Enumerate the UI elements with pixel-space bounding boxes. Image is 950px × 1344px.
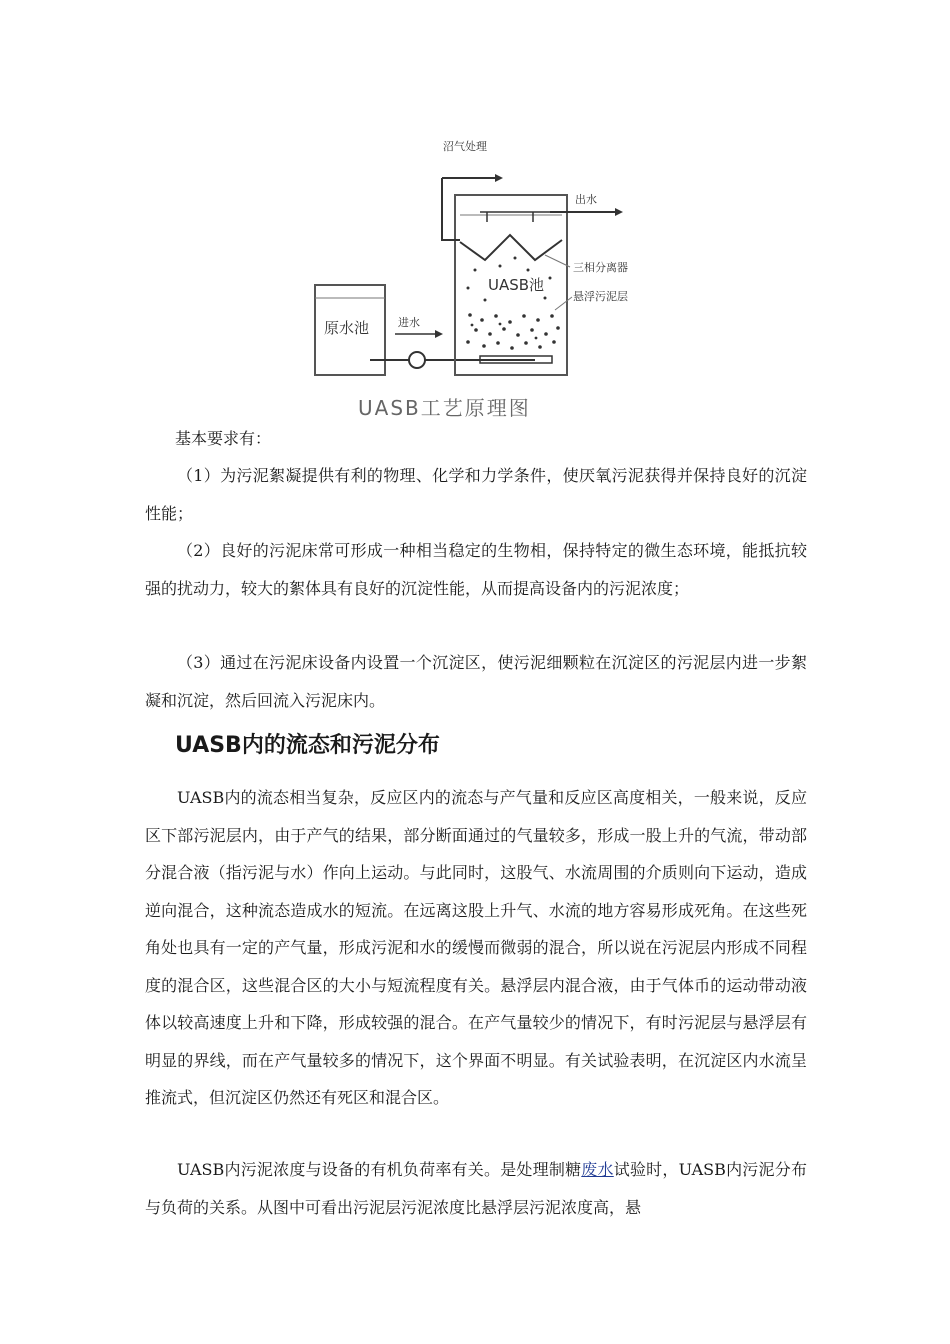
figure-caption: UASB工艺原理图 [358,396,531,420]
outflow-arrow-icon [615,208,623,216]
pump-icon [409,352,425,368]
wastewater-link[interactable]: 废水 [581,1160,614,1179]
paragraph-text: UASB内污泥浓度与设备的有机负荷率有关。是处理制糖 [177,1160,582,1179]
requirement-item: （1）为污泥絮凝提供有利的物理、化学和力学条件，使厌氧污泥获得并保持良好的沉淀性能； [145,466,807,523]
section-heading: UASB内的流态和污泥分布 [175,733,440,758]
body-paragraph [145,1151,807,1226]
uasb-tank-label: UASB池 [488,276,545,294]
outflow-label: 出水 [575,193,597,206]
requirements-intro: 基本要求有： [175,429,272,448]
requirement-item: （2）良好的污泥床常可形成一种相当稳定的生物相，保持特定的微生态环境，能抵抗较强的扰动力，较大的絮体具有良好的沉淀性能，从而提高设备内的污泥浓度； [145,541,807,598]
requirement-item: （3）通过在污泥床设备内设置一个沉淀区，使污泥细颗粒在沉淀区的污泥层内进一步絮凝和沉淀，然后回流入污泥床内。 [145,653,807,710]
body-paragraph: UASB内的流态相当复杂，反应区内的流态与产气量和反应区高度相关，一般来说，反应区下部污泥层内，由于产气的结果，部分断面通过的气量较多，形成一股上升的气流，带动部分混合液（指污泥与水）作向上运动。与此同时，这股气、水流周围的介质则向下运动，造成逆向混合，这种流态造成水的短流。在远离这股上升气、水流的地方容易形成死角。在这些死角处也具有一定的产气量，形成污泥和水的缓慢而微弱的混合，所以说在污泥层内形成不同程度的混合区，这些混合区的大小与短流程度有关。悬浮层内混合液，由于气体币的运动带动液体以较高速度上升和下降，形成较强的混合。在产气量较少的情况下，有时污泥层与悬浮层有明显的界线，而在产气量较多的情况下，这个界面不明显。有关试验表明，在沉淀区内水流呈推流式，但沉淀区仍然还有死区和混合区。 [145,788,807,1107]
separator-label: 三相分离器 [573,261,628,274]
sludge-leader-line [555,297,572,310]
inflow-label: 进水 [398,316,420,329]
sludge-layer-label: 悬浮污泥层 [573,290,628,303]
biogas-label: 沼气处理 [443,140,487,153]
inflow-arrow-icon [435,330,443,338]
biogas-arrow-icon [495,174,503,182]
sludge-particles [466,257,560,350]
uasb-process-diagram [300,130,660,425]
raw-tank-label: 原水池 [324,319,370,337]
paragraph-text: 试验时，UASB内污泥分布与负荷的关系。从图中可看出污泥层污泥浓度比悬浮层污泥浓度高，悬 [145,1160,807,1217]
biogas-pipe [442,178,460,240]
diagram-svg [300,130,660,425]
